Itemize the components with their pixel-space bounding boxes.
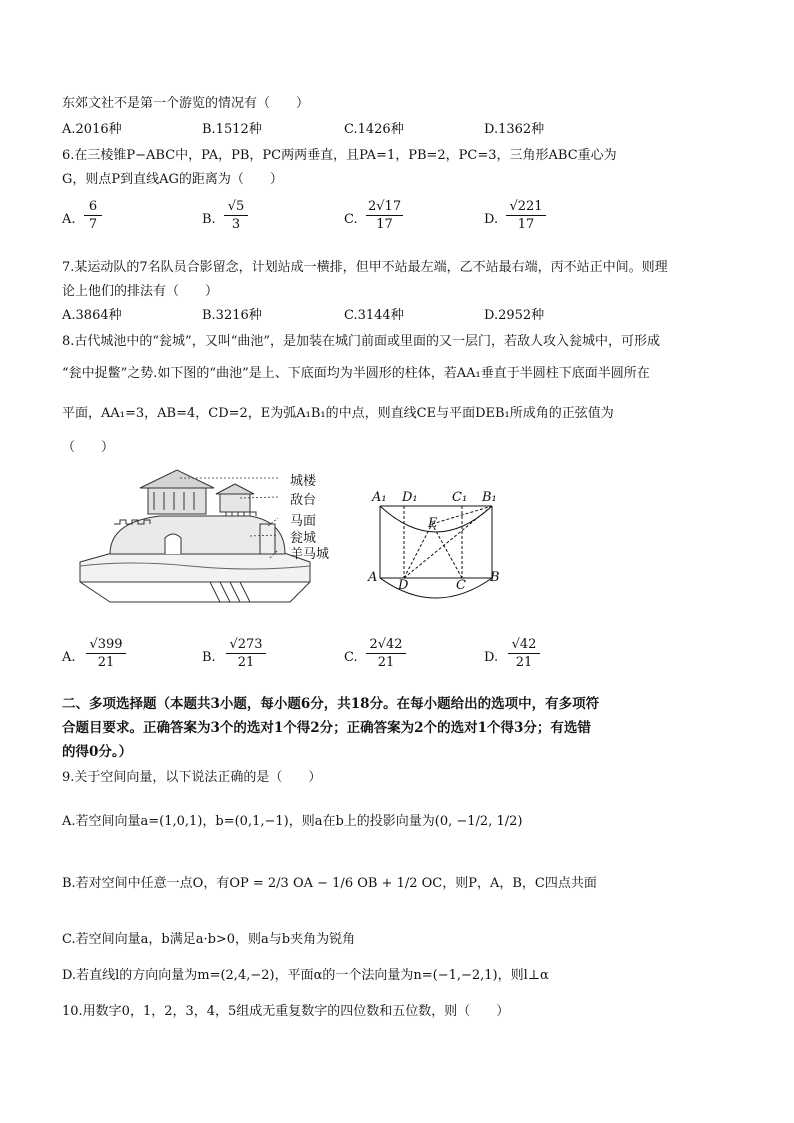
q8-stem-line4: （ ） [62, 440, 115, 455]
fraction-numerator: √5 [224, 198, 248, 216]
section2-header-line2: 合题目要求。正确答案为3个的选对1个得2分；正确答案为2个的选对1个得3分；有选错 [62, 720, 591, 736]
geo-label-b: B [490, 570, 500, 585]
q8-option-c-letter: C. [344, 650, 358, 665]
geo-label-e: E [428, 516, 438, 531]
q5-option-a: A.2016种 [62, 122, 122, 137]
q6-option-d-fraction [506, 198, 546, 233]
q7-option-b: B.3216种 [202, 308, 262, 323]
q7-option-d: D.2952种 [484, 308, 545, 323]
q8-option-a-fraction [86, 636, 126, 671]
geo-label-d: D [398, 578, 409, 593]
label-ditai: 敌台 [290, 493, 317, 508]
geo-label-a1: A₁ [372, 490, 387, 505]
section2-header-line3: 的得0分。） [62, 744, 133, 760]
q6-stem-line1: 6.在三棱锥P−ABC中，PA，PB，PC两两垂直，且PA=1，PB=2，PC=3，三角形ABC重心为 [62, 148, 617, 163]
fraction-numerator: 2√17 [368, 199, 402, 214]
fraction-numerator: √221 [506, 198, 546, 216]
label-yangmacheng: 羊马城 [290, 547, 330, 562]
fraction-numerator: √399 [86, 636, 126, 654]
fraction-numerator: √42 [508, 636, 540, 654]
q6-option-a-letter: A. [62, 212, 76, 227]
fraction-denominator: 21 [97, 655, 115, 670]
fraction-denominator: 21 [237, 655, 255, 670]
q5-option-d: D.1362种 [484, 122, 545, 137]
fraction-numerator: 2√42 [366, 636, 406, 654]
q8-option-a-letter: A. [62, 650, 76, 665]
q8-option-c-fraction [366, 636, 406, 671]
q8-option-b-fraction [226, 636, 266, 671]
geo-label-c: C [456, 578, 466, 593]
q9-option-d: D.若直线l的方向向量为m=(2,4,−2)，平面α的一个法向量为n=(−1,−2,1)，则l⊥α [62, 968, 549, 983]
fraction-denominator: 21 [515, 655, 533, 670]
q6-stem-line2: G，则点P到直线AG的距离为（ ） [62, 172, 283, 187]
q7-stem-line2: 论上他们的排法有（ ） [62, 284, 219, 299]
q5-option-c: C.1426种 [344, 122, 404, 137]
q5-stem-tail: 东郊文社不是第一个游览的情况有（ ） [62, 96, 310, 111]
q9-option-b: B.若对空间中任意一点O，有OP = 2/3 OA − 1/6 OB + 1/2 OC，则P，A，B，C四点共面 [62, 876, 597, 891]
section2-header-line1: 二、多项选择题（本题共3小题，每小题6分，共18分。在每小题给出的选项中，有多项符 [62, 696, 600, 712]
geo-label-a: A [368, 570, 378, 585]
fraction-denominator: 17 [376, 217, 393, 232]
geo-label-d1: D₁ [402, 490, 418, 505]
q6-option-b-letter: B. [202, 212, 216, 227]
q8-stem-line2: “瓮中捉鳖”之势.如下图的“曲池”是上、下底面均为半圆形的柱体，若AA₁垂直于半圆柱下底面半圆所在 [62, 366, 650, 381]
geo-label-b1: B₁ [482, 490, 497, 505]
q9-option-c: C.若空间向量a，b满足a·b>0，则a与b夹角为锐角 [62, 932, 356, 947]
fraction-denominator: 17 [517, 217, 535, 232]
q5-option-b: B.1512种 [202, 122, 262, 137]
q6-option-b-fraction [224, 198, 248, 233]
fraction-denominator: 21 [377, 655, 395, 670]
q8-option-d-fraction [508, 636, 540, 671]
q8-option-b-letter: B. [202, 650, 216, 665]
q9-option-a: A.若空间向量a=(1,0,1)，b=(0,1,−1)，则a在b上的投影向量为(0, −1/2, 1/2) [62, 814, 523, 829]
q7-option-a: A.3864种 [62, 308, 122, 323]
q9-stem: 9.关于空间向量，以下说法正确的是（ ） [62, 770, 322, 785]
q8-stem-line1: 8.古代城池中的“瓮城”，又叫“曲池”，是加装在城门前面或里面的又一层门，若敌人攻入瓮城中，可形成 [62, 334, 660, 349]
geo-label-c1: C₁ [452, 490, 468, 505]
fraction-numerator: √273 [226, 636, 266, 654]
half-cylinder-diagram [364, 488, 514, 608]
fraction-denominator: 7 [88, 217, 98, 232]
q8-stem-line3: 平面，AA₁=3，AB=4，CD=2，E为弧A₁B₁的中点，则直线CE与平面DEB₁所成角的正弦值为 [62, 406, 614, 421]
q6-option-a-fraction [84, 198, 102, 233]
fraction-denominator: 3 [231, 217, 241, 232]
q6-option-c-fraction [366, 198, 403, 233]
q7-stem-line1: 7.某运动队的7名队员合影留念，计划站成一横排，但甲不站最左端，乙不站最右端，丙不站正中间。则理 [62, 260, 668, 275]
q10-stem: 10.用数字0，1，2，3，4，5组成无重复数字的四位数和五位数，则（ ） [62, 1004, 510, 1019]
q6-option-d-letter: D. [484, 212, 499, 227]
label-chenglou: 城楼 [290, 474, 317, 489]
label-wengcheng: 瓮城 [290, 531, 317, 546]
fraction-numerator: 6 [84, 198, 102, 216]
q7-option-c: C.3144种 [344, 308, 404, 323]
q8-option-d-letter: D. [484, 650, 499, 665]
label-mamian: 马面 [290, 514, 317, 529]
q6-option-c-letter: C. [344, 212, 358, 227]
